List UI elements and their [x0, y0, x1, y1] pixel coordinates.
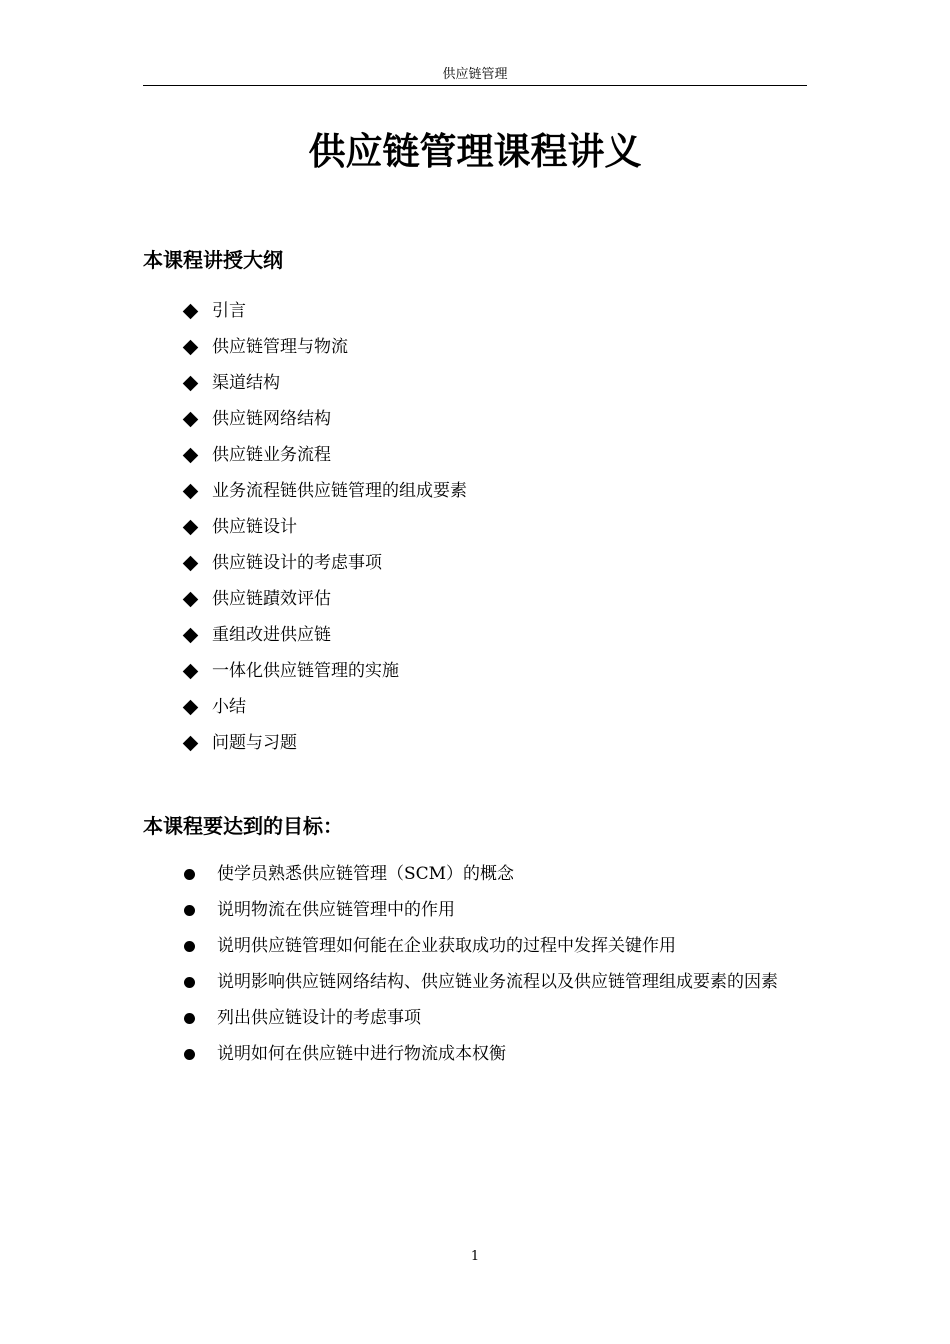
diamond-bullet-icon — [183, 653, 196, 689]
diamond-bullet-icon — [183, 329, 196, 365]
outline-item: 一体化供应链管理的实施 — [183, 653, 467, 689]
outline-heading: 本课程讲授大纲 — [143, 248, 283, 272]
diamond-bullet-icon — [183, 365, 196, 401]
outline-list — [183, 293, 467, 761]
outline-item: 供应链设计 — [183, 509, 467, 545]
goal-item: 说明物流在供应链管理中的作用 — [183, 892, 807, 928]
document-title: 供应链管理课程讲义 — [308, 130, 642, 173]
outline-item: 供应链业务流程 — [183, 437, 467, 473]
goal-item: 说明供应链管理如何能在企业获取成功的过程中发挥关键作用 — [183, 928, 807, 964]
outline-item: 引言 — [183, 293, 467, 329]
outline-item: 供应链管理与物流 — [183, 329, 467, 365]
goal-item: 使学员熟悉供应链管理（SCM）的概念 — [183, 856, 807, 892]
diamond-bullet-icon — [183, 689, 196, 725]
diamond-bullet-icon — [183, 581, 196, 617]
diamond-bullet-icon — [183, 509, 196, 545]
outline-item: 问题与习题 — [183, 725, 467, 761]
diamond-bullet-icon — [183, 437, 196, 473]
outline-item: 供应链蹟效评估 — [183, 581, 467, 617]
round-bullet-icon — [183, 928, 195, 964]
page-number: 1 — [470, 1249, 480, 1264]
outline-item: 小结 — [183, 689, 467, 725]
goals-list — [183, 856, 807, 1072]
round-bullet-icon — [183, 1000, 195, 1036]
outline-item: 供应链网络结构 — [183, 401, 467, 437]
diamond-bullet-icon — [183, 617, 196, 653]
diamond-bullet-icon — [183, 725, 196, 761]
outline-item: 渠道结构 — [183, 365, 467, 401]
diamond-bullet-icon — [183, 473, 196, 509]
diamond-bullet-icon — [183, 545, 196, 581]
header-rule — [143, 85, 807, 86]
diamond-bullet-icon — [183, 293, 196, 329]
running-header: 供应链管理 — [442, 67, 508, 82]
round-bullet-icon — [183, 964, 195, 1000]
outline-item: 业务流程链供应链管理的组成要素 — [183, 473, 467, 509]
diamond-bullet-icon — [183, 401, 196, 437]
outline-item: 重组改进供应链 — [183, 617, 467, 653]
outline-item: 供应链设计的考虑事项 — [183, 545, 467, 581]
round-bullet-icon — [183, 892, 195, 928]
round-bullet-icon — [183, 1036, 195, 1072]
goal-item: 说明如何在供应链中进行物流成本权衡 — [183, 1036, 807, 1072]
round-bullet-icon — [183, 856, 195, 892]
goals-heading: 本课程要达到的目标： — [143, 814, 343, 838]
goal-item: 说明影响供应链网络结构、供应链业务流程以及供应链管理组成要素的因素 — [183, 964, 807, 1000]
goal-item: 列出供应链设计的考虑事项 — [183, 1000, 807, 1036]
